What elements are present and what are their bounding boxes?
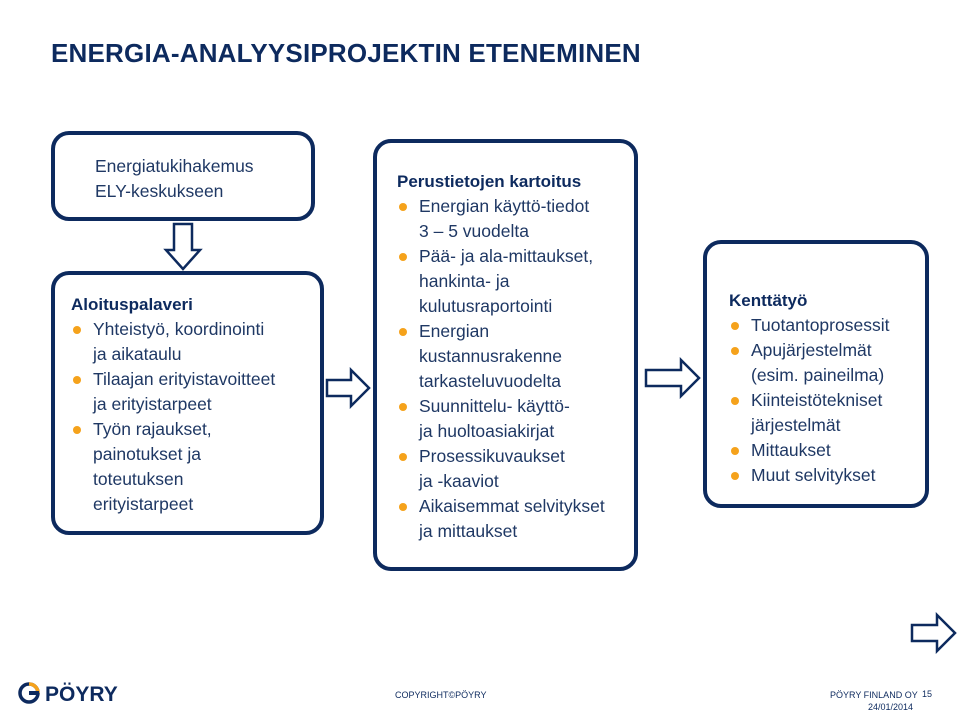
poyry-logo-icon <box>17 682 139 704</box>
basic-data-box <box>373 139 638 571</box>
request-line: ELY-keskukseen <box>95 181 224 201</box>
right-arrow-icon <box>644 357 702 399</box>
list-item <box>729 313 925 338</box>
basic-data-list <box>397 194 634 544</box>
page-title: ENERGIA-ANALYYSIPROJEKTIN ETENEMINEN <box>51 38 641 68</box>
request-line: Energiatukihakemus <box>95 156 254 176</box>
list-item <box>729 388 925 438</box>
item-line: hankinta- ja <box>419 271 510 291</box>
kickoff-list <box>71 317 320 517</box>
item-line: Pää- ja ala-mittaukset, <box>419 246 594 266</box>
item-line: Muut selvitykset <box>751 465 876 485</box>
item-line: Suunnittelu- käyttö- <box>419 396 570 416</box>
item-line: Työn rajaukset, <box>93 419 212 439</box>
list-item <box>397 494 634 544</box>
poyry-logo <box>17 682 139 709</box>
field-work-heading: Kenttätyö <box>729 291 808 310</box>
logo-text: PÖYRY <box>45 683 118 704</box>
item-line: Aikaisemmat selvitykset <box>419 496 605 516</box>
item-line: ja huoltoasiakirjat <box>419 421 555 441</box>
item-line: Energian <box>419 321 490 341</box>
item-line: Apujärjestelmät <box>751 340 872 360</box>
company-name: PÖYRY FINLAND OY <box>830 690 918 700</box>
item-line: Tuotantoprosessit <box>751 315 890 335</box>
list-item <box>729 463 925 488</box>
kickoff-heading: Aloituspalaveri <box>71 295 193 314</box>
item-line: tarkasteluvuodelta <box>419 371 562 391</box>
item-line: kulutusraportointi <box>419 296 553 316</box>
down-arrow-icon <box>163 222 203 272</box>
list-item <box>729 438 925 463</box>
item-line: järjestelmät <box>751 415 841 435</box>
footer-company-block <box>830 689 918 713</box>
list-item <box>71 417 320 517</box>
next-arrow-icon[interactable] <box>910 612 958 654</box>
request-box <box>51 131 315 221</box>
kickoff-box <box>51 271 324 535</box>
item-line: ja -kaaviot <box>419 471 499 491</box>
item-line: painotukset ja <box>93 444 201 464</box>
item-line: Tilaajan erityistavoitteet <box>93 369 276 389</box>
list-item <box>397 194 634 244</box>
item-line: ja aikataulu <box>93 344 182 364</box>
item-line: ja mittaukset <box>419 521 518 541</box>
field-work-list <box>729 313 925 488</box>
footer-date: 24/01/2014 <box>868 702 914 712</box>
item-line: ja erityistarpeet <box>93 394 212 414</box>
item-line: Prosessikuvaukset <box>419 446 565 466</box>
item-line: kustannusrakenne <box>419 346 563 366</box>
copyright-text: COPYRIGHT©PÖYRY <box>395 690 487 700</box>
field-work-box <box>703 240 929 508</box>
list-item <box>729 338 925 388</box>
list-item <box>397 244 634 319</box>
list-item <box>71 317 320 367</box>
list-item <box>397 319 634 394</box>
list-item <box>397 444 634 494</box>
basic-data-heading: Perustietojen kartoitus <box>397 172 582 191</box>
item-line: erityistarpeet <box>93 494 194 514</box>
list-item <box>71 367 320 417</box>
right-arrow-icon <box>325 367 371 409</box>
item-line: Yhteistyö, koordinointi <box>93 319 265 339</box>
item-line: toteutuksen <box>93 469 184 489</box>
item-line: (esim. paineilma) <box>751 365 885 385</box>
item-line: 3 – 5 vuodelta <box>419 221 529 241</box>
item-line: Mittaukset <box>751 440 831 460</box>
item-line: Energian käyttö-tiedot <box>419 196 590 216</box>
page-number: 15 <box>922 689 933 699</box>
list-item <box>397 394 634 444</box>
item-line: Kiinteistötekniset <box>751 390 883 410</box>
